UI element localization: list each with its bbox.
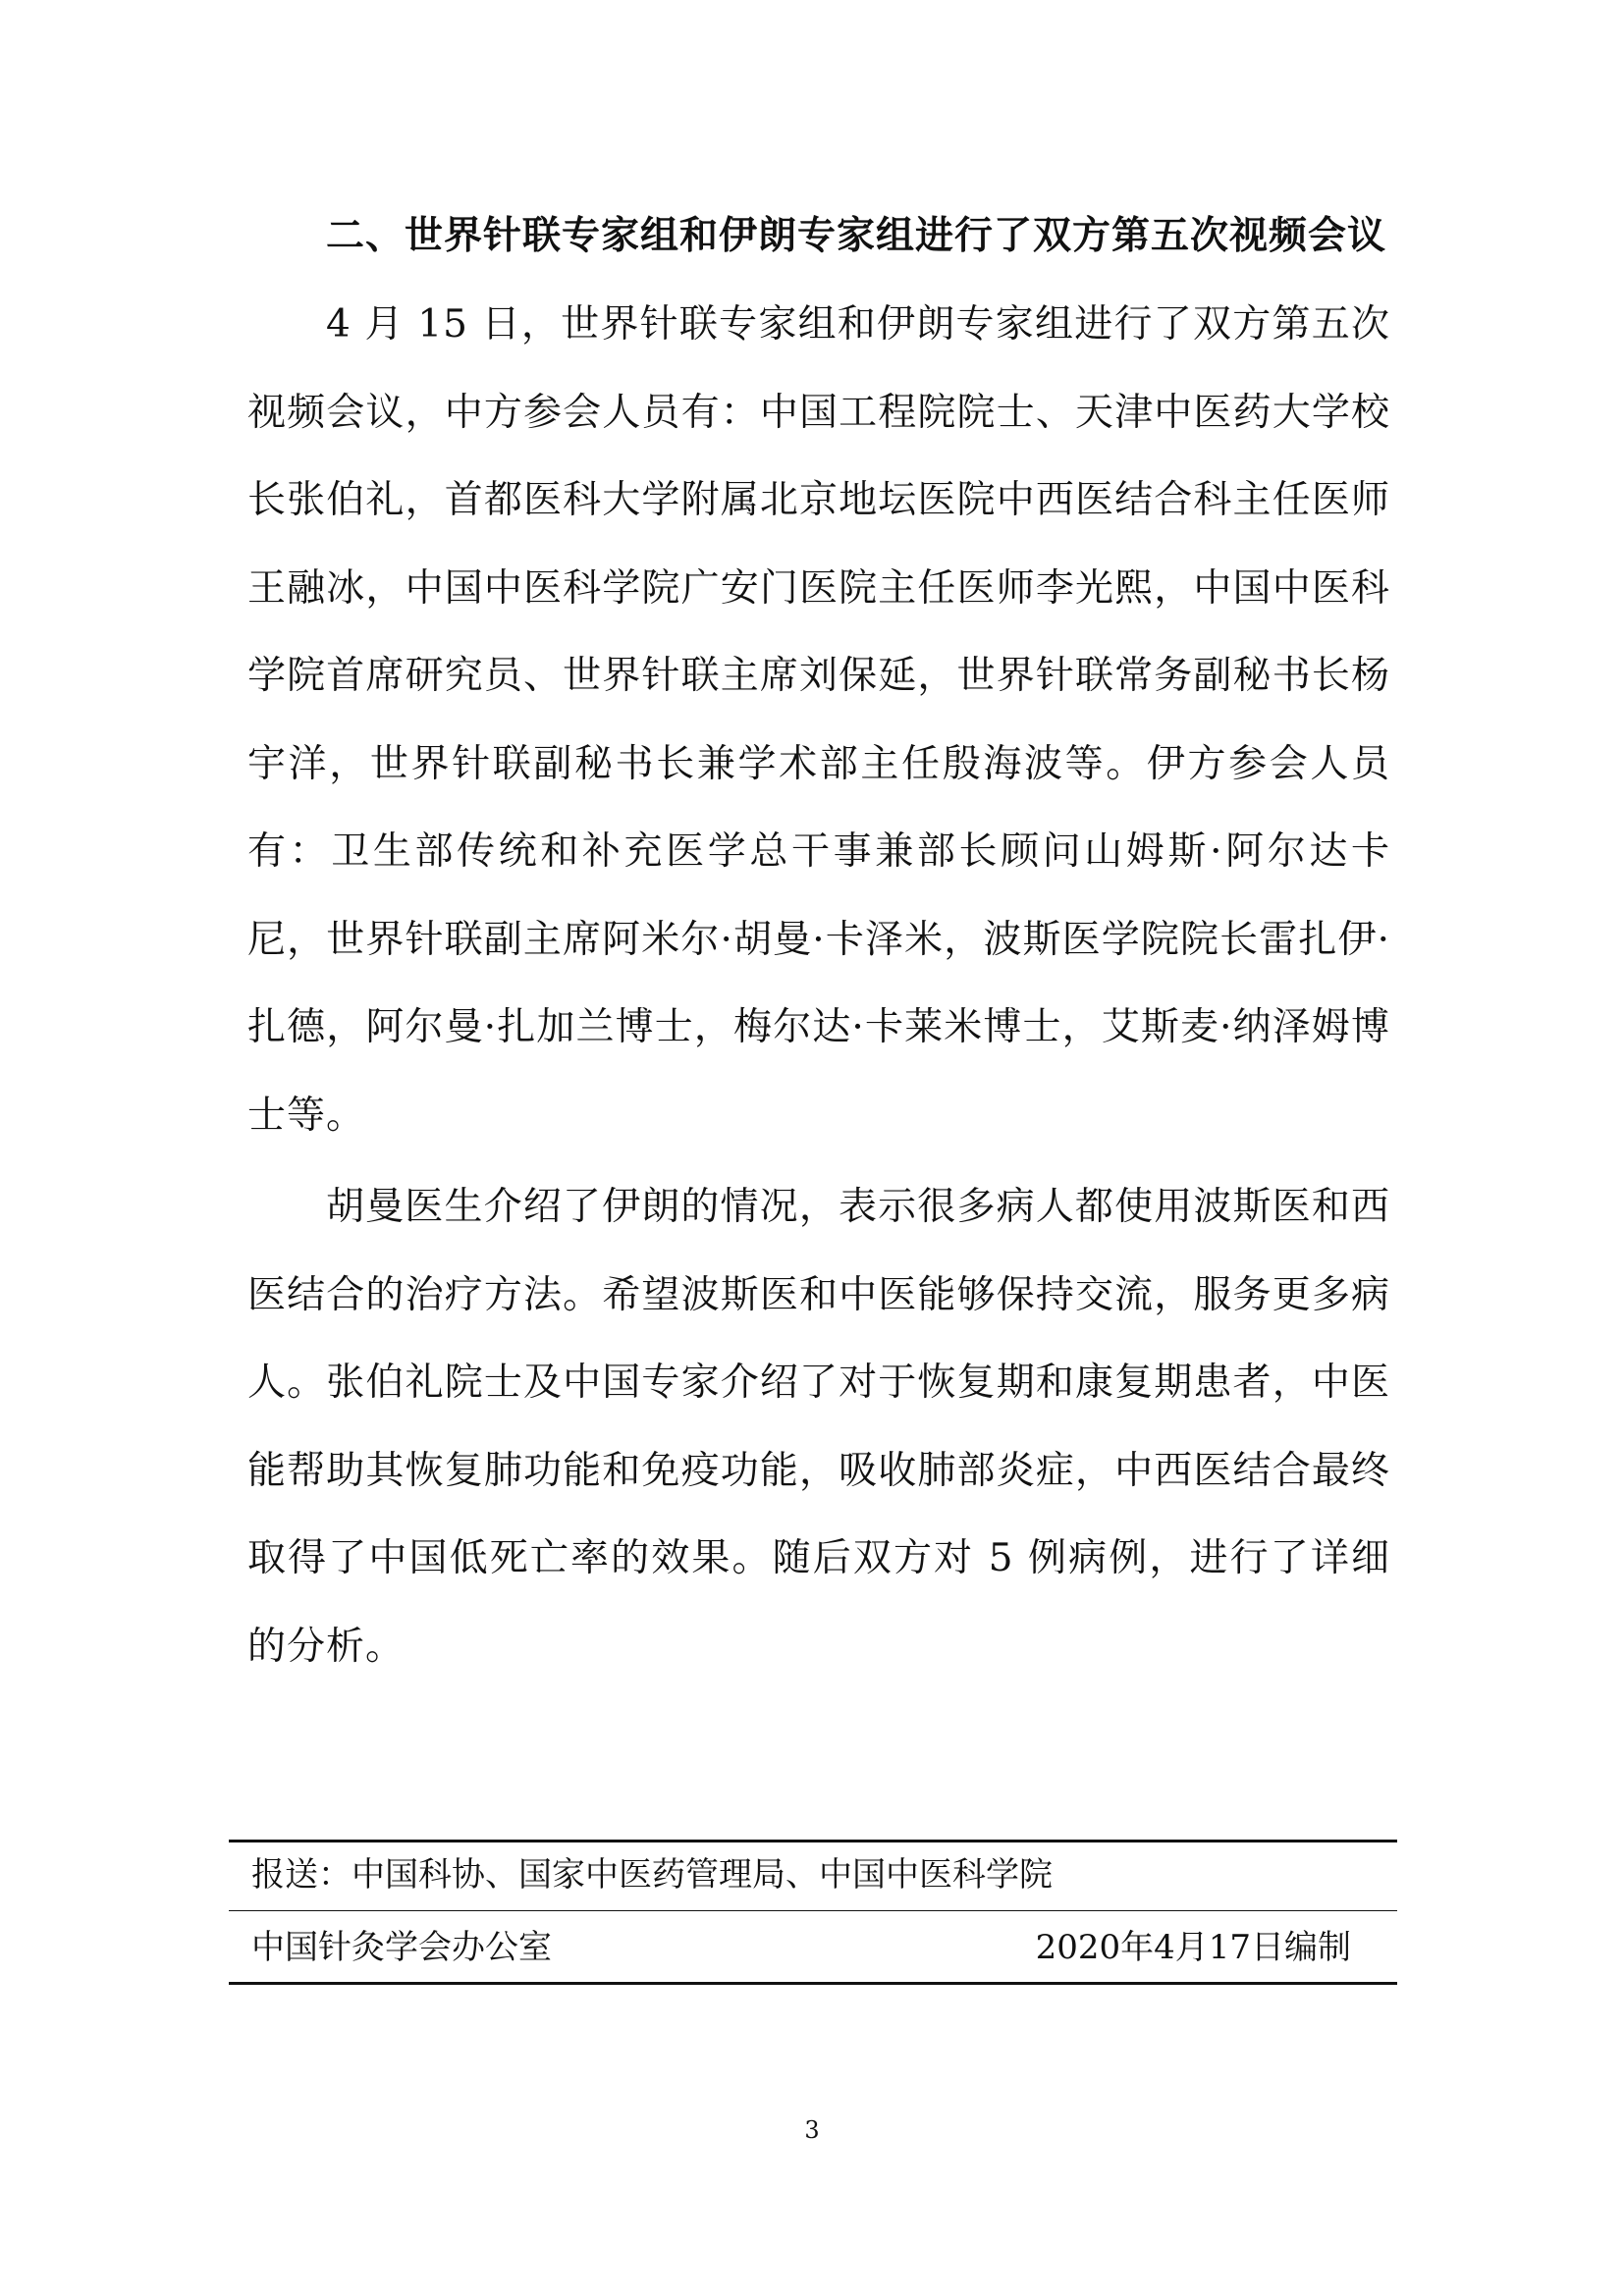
section-heading: 二、世界针联专家组和伊朗专家组进行了双方第五次视频会议 <box>326 214 1387 258</box>
footer-office: 中国针灸学会办公室 <box>251 1928 552 1967</box>
footer-recipients: 报送：中国科协、国家中医药管理局、中国中医科学院 <box>251 1855 1053 1895</box>
footer-divider <box>229 1910 1397 1911</box>
footer-bottom-rule <box>229 1982 1397 1985</box>
footer-top-rule <box>229 1840 1397 1842</box>
paragraph-meeting-discussion: 胡曼医生介绍了伊朗的情况，表示很多病人都使用波斯医和西医结合的治疗方法。希望波斯医和中医能够保持交流，服务更多病人。张伯礼院士及中国专家介绍了对于恢复期和康复期患者，中医能帮助其恢复肺功能和免疫功能，吸收肺部炎症，中西医结合最终取得了中国低死亡率的效果。随后双方对 5 例病例，进行了详细的分析。 <box>247 1185 1390 1669</box>
document-body <box>247 192 1390 1690</box>
footer-date: 2020年4月17日编制 <box>1035 1928 1351 1967</box>
paragraph-meeting-attendees: 4 月 15 日，世界针联专家组和伊朗专家组进行了双方第五次视频会议，中方参会人员有：中国工程院院士、天津中医药大学校长张伯礼，首都医科大学附属北京地坛医院中西医结合科主任医师王融冰，中国中医科学院广安门医院主任医师李光熙，中国中医科学院首席研究员、世界针联主席刘保延，世界针联常务副秘书长杨宇洋，世界针联副秘书长兼学术部主任殷海波等。伊方参会人员有：卫生部传统和补充医学总干事兼部长顾问山姆斯·阿尔达卡尼，世界针联副主席阿米尔·胡曼·卡泽米，波斯医学院院长雷扎伊·扎德，阿尔曼·扎加兰博士，梅尔达·卡莱米博士，艾斯麦·纳泽姆博士等。 <box>247 302 1390 1138</box>
page-number: 3 <box>804 2116 820 2144</box>
footer-issuer-row <box>251 1928 1351 1967</box>
